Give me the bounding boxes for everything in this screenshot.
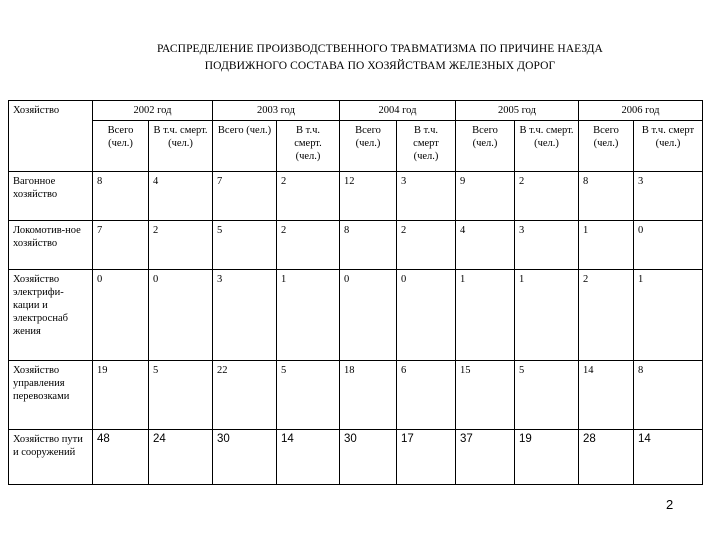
cell: 17 [397, 430, 456, 485]
cell: 12 [340, 172, 397, 221]
title-line-2: ПОДВИЖНОГО СОСТАВА ПО ХОЗЯЙСТВАМ ЖЕЛЕЗНЫХ ДОРОГ [204, 60, 556, 72]
year-header: 2004 год [340, 101, 456, 121]
subheader-deaths: В т.ч. смерт (чел.) [634, 121, 703, 172]
cell: 19 [515, 430, 579, 485]
header-year-row [9, 101, 703, 121]
subheader-total: Всего (чел.) [579, 121, 634, 172]
cell: 1 [277, 270, 340, 361]
row-label: Хозяйство управления перевозками [9, 361, 93, 430]
year-header: 2003 год [213, 101, 340, 121]
table-row [9, 270, 703, 361]
year-header: 2006 год [579, 101, 703, 121]
corner-label: Хозяйство [9, 101, 93, 172]
cell: 22 [213, 361, 277, 430]
cell: 15 [456, 361, 515, 430]
table-row [9, 430, 703, 485]
cell: 1 [579, 221, 634, 270]
cell: 3 [634, 172, 703, 221]
cell: 6 [397, 361, 456, 430]
cell: 2 [277, 172, 340, 221]
page-number: 2 [666, 497, 674, 512]
title-line-1: РАСПРЕДЕЛЕНИЕ ПРОИЗВОДСТВЕННОГО ТРАВМАТИЗМА ПО ПРИЧИНЕ НАЕЗДА [157, 43, 603, 55]
cell: 1 [515, 270, 579, 361]
cell: 5 [277, 361, 340, 430]
row-label: Хозяйство электрифи-кации и электроснаб жения [9, 270, 93, 361]
subheader-deaths: В т.ч. смерт (чел.) [397, 121, 456, 172]
cell: 5 [149, 361, 213, 430]
cell: 37 [456, 430, 515, 485]
subheader-deaths: В т.ч. смерт. (чел.) [515, 121, 579, 172]
cell: 19 [93, 361, 149, 430]
row-label: Хозяйство пути и сооружений [9, 430, 93, 485]
cell: 14 [579, 361, 634, 430]
cell: 5 [515, 361, 579, 430]
cell: 1 [634, 270, 703, 361]
cell: 3 [397, 172, 456, 221]
cell: 7 [213, 172, 277, 221]
table-row [9, 361, 703, 430]
cell: 7 [93, 221, 149, 270]
cell: 2 [397, 221, 456, 270]
cell: 8 [340, 221, 397, 270]
year-header: 2005 год [456, 101, 579, 121]
cell: 24 [149, 430, 213, 485]
cell: 14 [634, 430, 703, 485]
cell: 4 [149, 172, 213, 221]
subheader-total: Всего (чел.) [456, 121, 515, 172]
cell: 18 [340, 361, 397, 430]
cell: 2 [515, 172, 579, 221]
cell: 4 [456, 221, 515, 270]
cell: 5 [213, 221, 277, 270]
cell: 28 [579, 430, 634, 485]
row-label: Вагонное хозяйство [9, 172, 93, 221]
page-title [90, 41, 670, 75]
cell: 0 [634, 221, 703, 270]
cell: 0 [149, 270, 213, 361]
table-row [9, 221, 703, 270]
cell: 8 [579, 172, 634, 221]
cell: 9 [456, 172, 515, 221]
subheader-deaths: В т.ч. смерт. (чел.) [149, 121, 213, 172]
injury-table [8, 100, 703, 485]
cell: 30 [340, 430, 397, 485]
subheader-total: Всего (чел.) [213, 121, 277, 172]
year-header: 2002 год [93, 101, 213, 121]
cell: 1 [456, 270, 515, 361]
cell: 0 [397, 270, 456, 361]
cell: 2 [579, 270, 634, 361]
subheader-deaths: В т.ч. смерт. (чел.) [277, 121, 340, 172]
subheader-total: Всего (чел.) [93, 121, 149, 172]
cell: 0 [340, 270, 397, 361]
header-sub-row [9, 121, 703, 172]
cell: 48 [93, 430, 149, 485]
cell: 3 [515, 221, 579, 270]
subheader-total: Всего (чел.) [340, 121, 397, 172]
cell: 30 [213, 430, 277, 485]
row-label: Локомотив-ное хозяйство [9, 221, 93, 270]
cell: 0 [93, 270, 149, 361]
cell: 8 [93, 172, 149, 221]
cell: 14 [277, 430, 340, 485]
cell: 8 [634, 361, 703, 430]
cell: 2 [277, 221, 340, 270]
cell: 3 [213, 270, 277, 361]
cell: 2 [149, 221, 213, 270]
table-row [9, 172, 703, 221]
